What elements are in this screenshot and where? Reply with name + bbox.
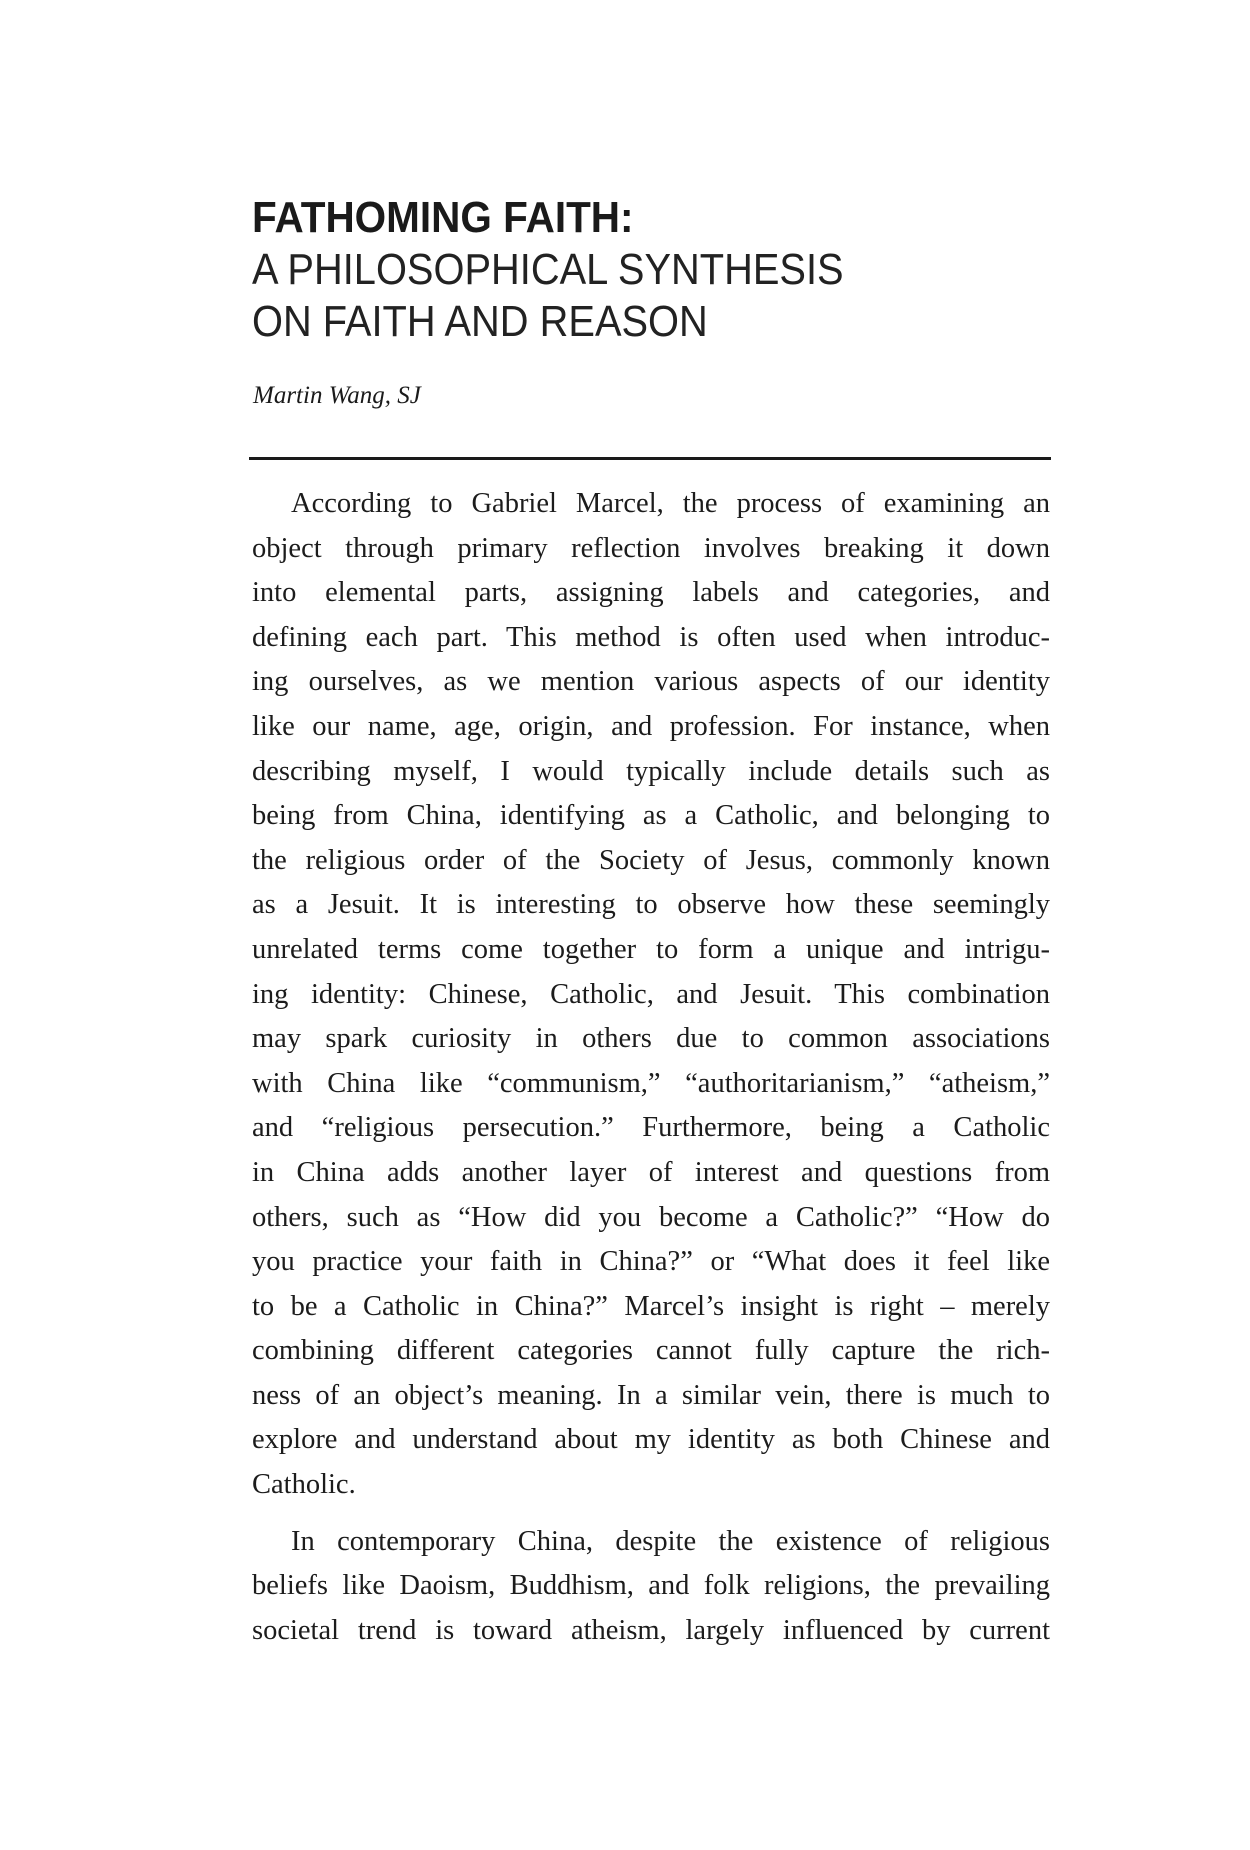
text-line: the religious order of the Society of Jesus, commonly known — [252, 844, 1050, 876]
paragraph-2 — [252, 1520, 1050, 1654]
text-line: explore and understand about my identity as both Chinese and — [252, 1424, 1050, 1456]
title-subtitle-line-2: ON FAITH AND REASON — [252, 297, 708, 346]
author-byline: Martin Wang, SJ — [253, 382, 421, 409]
text-line: ness of an object’s meaning. In a similar vein, there is much to — [252, 1379, 1050, 1411]
title-subtitle-line-1: A PHILOSOPHICAL SYNTHESIS — [252, 245, 844, 294]
text-line: Catholic. — [252, 1469, 356, 1501]
text-line: others, such as “How did you become a Catholic?” “How do — [252, 1201, 1050, 1233]
text-line: unrelated terms come together to form a unique and intrigu- — [252, 933, 1050, 965]
text-line: like our name, age, origin, and profession. For instance, when — [252, 710, 1050, 742]
paragraph-1 — [252, 482, 1050, 1508]
article-body — [252, 482, 1050, 1653]
title-main: FATHOMING FAITH: — [252, 193, 634, 242]
text-line: to be a Catholic in China?” Marcel’s insight is right – merely — [252, 1290, 1050, 1322]
text-line: combining different categories cannot fully capture the rich- — [252, 1335, 1050, 1367]
text-line: In contemporary China, despite the existence of religious — [291, 1525, 1050, 1557]
title-divider-rule — [249, 457, 1051, 460]
text-line: being from China, identifying as a Catholic, and belonging to — [252, 800, 1050, 832]
text-line: may spark curiosity in others due to common associations — [252, 1023, 1050, 1055]
text-line: into elemental parts, assigning labels and categories, and — [252, 577, 1050, 609]
text-line: object through primary reflection involves breaking it down — [252, 532, 1050, 564]
text-line: with China like “communism,” “authoritarianism,” “atheism,” — [252, 1067, 1050, 1099]
text-line: and “religious persecution.” Furthermore, being a Catholic — [252, 1112, 1050, 1144]
text-line: ing ourselves, as we mention various aspects of our identity — [252, 666, 1050, 698]
text-line: According to Gabriel Marcel, the process of examining an — [291, 488, 1050, 519]
text-line: societal trend is toward atheism, largely influenced by current — [252, 1614, 1050, 1646]
text-line: as a Jesuit. It is interesting to observe how these seemingly — [252, 889, 1050, 921]
text-line: beliefs like Daoism, Buddhism, and folk religions, the prevailing — [252, 1570, 1050, 1602]
text-line: defining each part. This method is often used when introduc- — [252, 621, 1050, 653]
text-line: describing myself, I would typically include details such as — [252, 755, 1050, 787]
text-line: you practice your faith in China?” or “What does it feel like — [252, 1246, 1050, 1278]
article-title — [252, 192, 1052, 348]
text-line: ing identity: Chinese, Catholic, and Jesuit. This combination — [252, 978, 1050, 1010]
text-line: in China adds another layer of interest and questions from — [252, 1156, 1050, 1188]
